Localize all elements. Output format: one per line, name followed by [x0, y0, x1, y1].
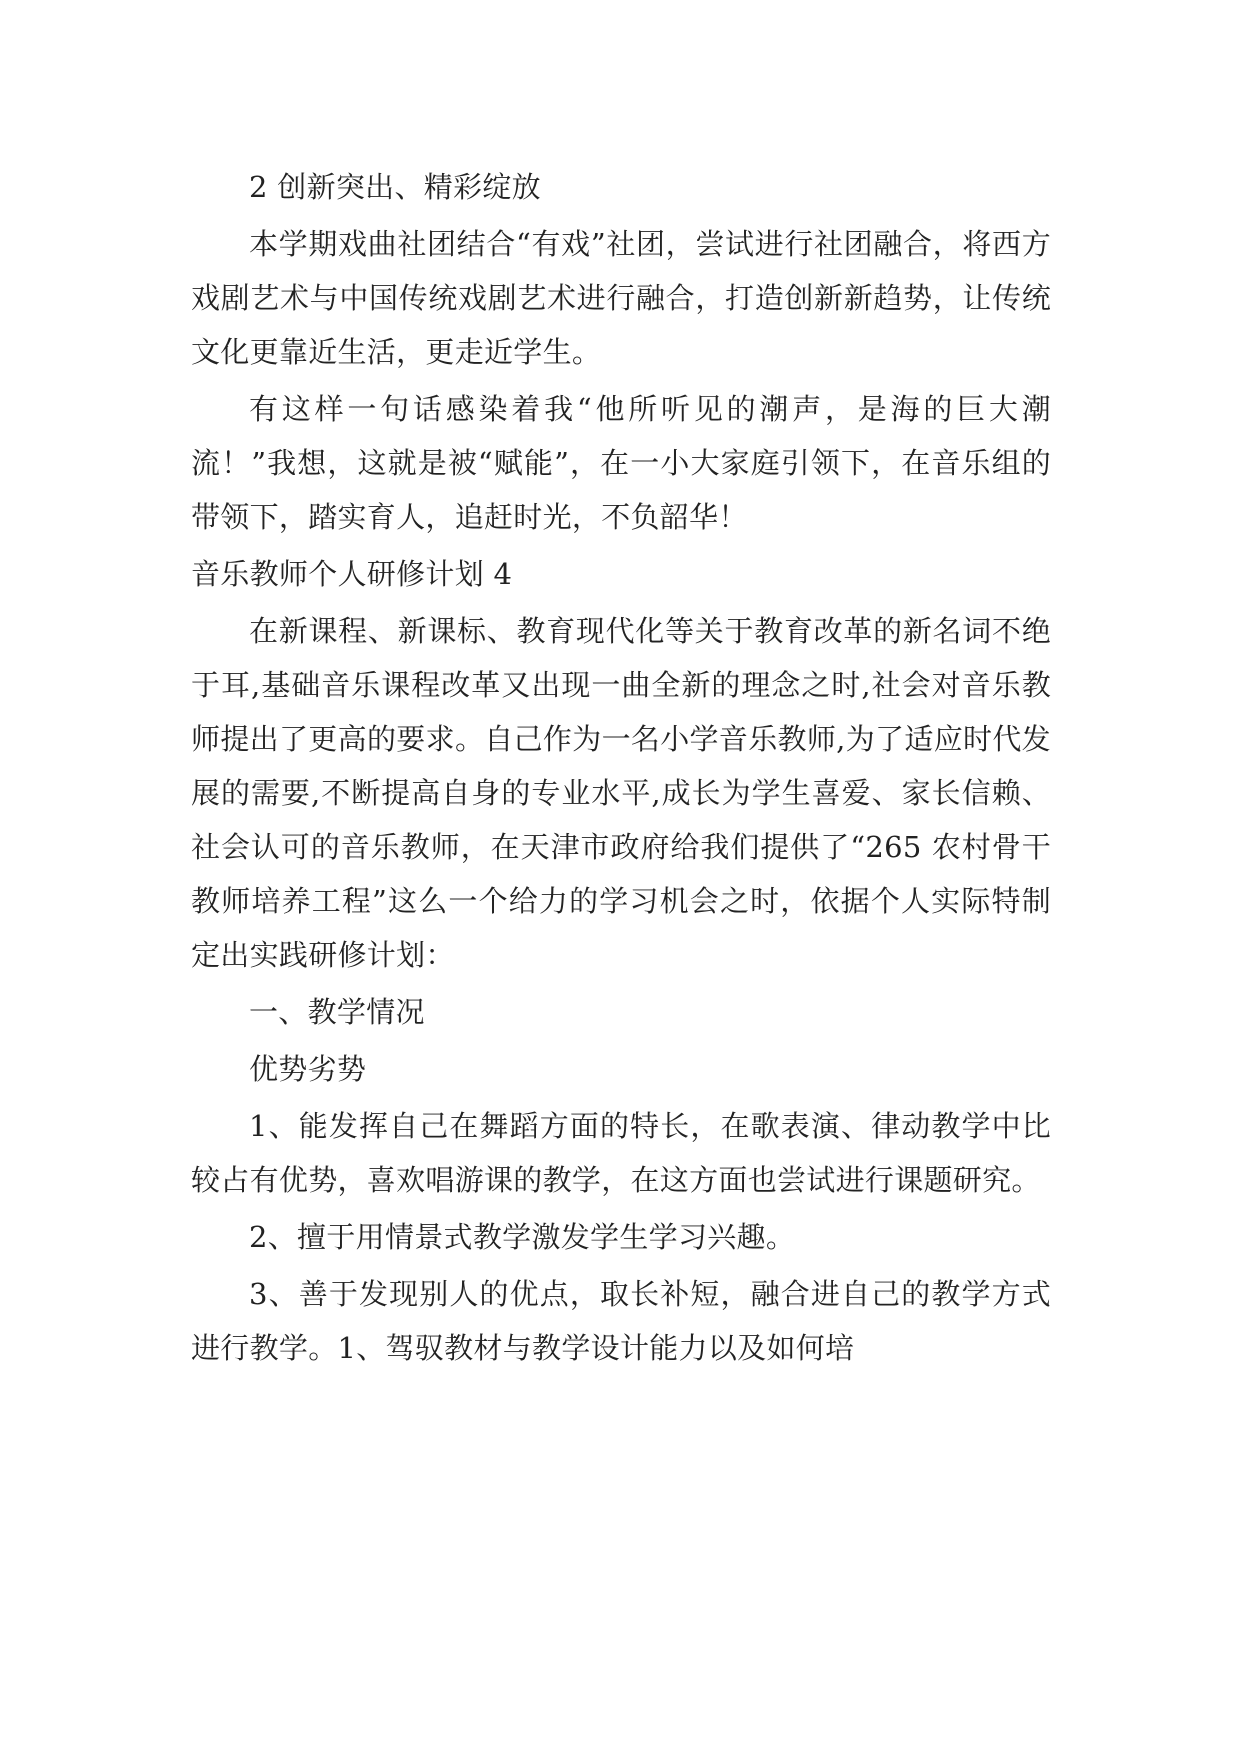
subheading-strengths-weaknesses: 优势劣势	[249, 1052, 367, 1086]
paragraph-introduction: 在新课程、新课标、教育现代化等关于教育改革的新名词不绝于耳,基础音乐课程改革又出现一曲全新的理念之时,社会对音乐教师提出了更高的要求。自己作为一名小学音乐教师,为了适应时代发展的需要,不断提高自身的专业水平,成长为学生喜爱、家长信赖、社会认可的音乐教师，在天津市政府给我们提供了“265 农村骨干教师培养工程”这么一个给力的学习机会之时，依据个人实际特制定出实践研修计划：	[191, 614, 1051, 972]
list-item-3: 3、善于发现别人的优点，取长补短，融合进自己的教学方式进行教学。1、驾驭教材与教学设计能力以及如何培	[191, 1277, 1051, 1365]
paragraph-opera-club: 本学期戏曲社团结合“有戏”社团，尝试进行社团融合，将西方戏剧艺术与中国传统戏剧艺术进行融合，打造创新新趋势，让传统文化更靠近生活，更走近学生。	[191, 227, 1051, 369]
section-heading-teaching: 一、教学情况	[249, 995, 425, 1029]
list-item-2: 2、擅于用情景式教学激发学生学习兴趣。	[249, 1220, 796, 1254]
paragraph-empowerment: 有这样一句话感染着我“他所听见的潮声，是海的巨大潮流！”我想，这就是被“赋能”，在一小大家庭引领下，在音乐组的带领下，踏实育人，追赶时光，不负韶华！	[191, 392, 1051, 534]
section-heading-innovation: 2 创新突出、精彩绽放	[249, 170, 541, 204]
document-body	[191, 160, 1051, 1378]
document-title: 音乐教师个人研修计划 4	[191, 557, 513, 591]
list-item-1: 1、能发挥自己在舞蹈方面的特长，在歌表演、律动教学中比较占有优势，喜欢唱游课的教学，在这方面也尝试进行课题研究。	[191, 1109, 1051, 1197]
